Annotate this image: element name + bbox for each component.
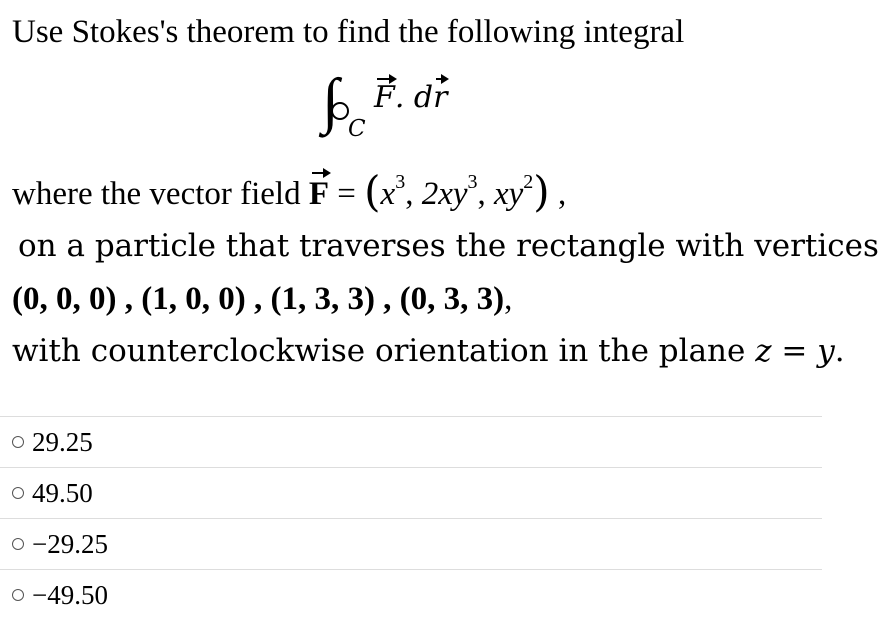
answer-option[interactable]	[0, 569, 822, 620]
component-3-base: xy	[494, 176, 524, 212]
component-1-exp: 3	[395, 171, 406, 193]
answer-options	[0, 416, 822, 620]
question-intro: Use Stokes's theorem to find the following integral	[12, 14, 685, 50]
component-2-base: 2xy	[421, 176, 468, 212]
orientation-end: .	[834, 333, 845, 369]
component-2-exp: 3	[467, 171, 478, 193]
option-label: −29.25	[32, 529, 108, 559]
line-integral	[322, 67, 482, 152]
vertices-tail: ,	[504, 281, 513, 317]
separator-2: ,	[477, 176, 494, 212]
radio-button[interactable]	[12, 589, 24, 601]
answer-option[interactable]	[0, 467, 822, 518]
orientation-description	[12, 331, 845, 371]
component-3-exp: 2	[523, 171, 534, 193]
particle-description: on a particle that traverses the rectangle with vertices	[18, 228, 879, 264]
field-close-paren: )	[533, 167, 550, 216]
separator-1: ,	[405, 176, 422, 212]
rectangle-vertices	[12, 279, 512, 319]
option-label: −49.50	[32, 580, 108, 610]
integrand-d: d	[413, 80, 434, 115]
radio-button[interactable]	[12, 487, 24, 499]
integral-sign: ∫	[322, 67, 339, 135]
orientation-text: with counterclockwise orientation in the plane	[12, 333, 756, 369]
contour-label: C	[348, 116, 366, 142]
vertices-list: (0, 0, 0) , (1, 0, 0) , (1, 3, 3) , (0, 3, 3)	[12, 281, 505, 317]
radio-button[interactable]	[12, 538, 24, 550]
vector-field-definition	[12, 167, 567, 216]
component-1-base: x	[380, 176, 396, 212]
option-label: 49.50	[32, 478, 93, 508]
answer-option[interactable]	[0, 416, 822, 467]
integrand-dot: .	[394, 80, 414, 115]
radio-button[interactable]	[12, 436, 24, 448]
field-prefix: where the vector field	[12, 176, 309, 212]
field-equals: =	[329, 176, 365, 212]
vector-r: r	[433, 80, 448, 115]
contour-circle	[331, 102, 349, 120]
field-open-paren: (	[364, 167, 381, 216]
answer-option[interactable]	[0, 518, 822, 569]
plane-equation: z = y	[755, 333, 835, 369]
field-symbol: F	[308, 176, 330, 212]
option-label: 29.25	[32, 427, 93, 457]
integrand	[374, 80, 447, 115]
field-suffix: ,	[549, 176, 567, 212]
vector-F: F	[374, 80, 395, 115]
